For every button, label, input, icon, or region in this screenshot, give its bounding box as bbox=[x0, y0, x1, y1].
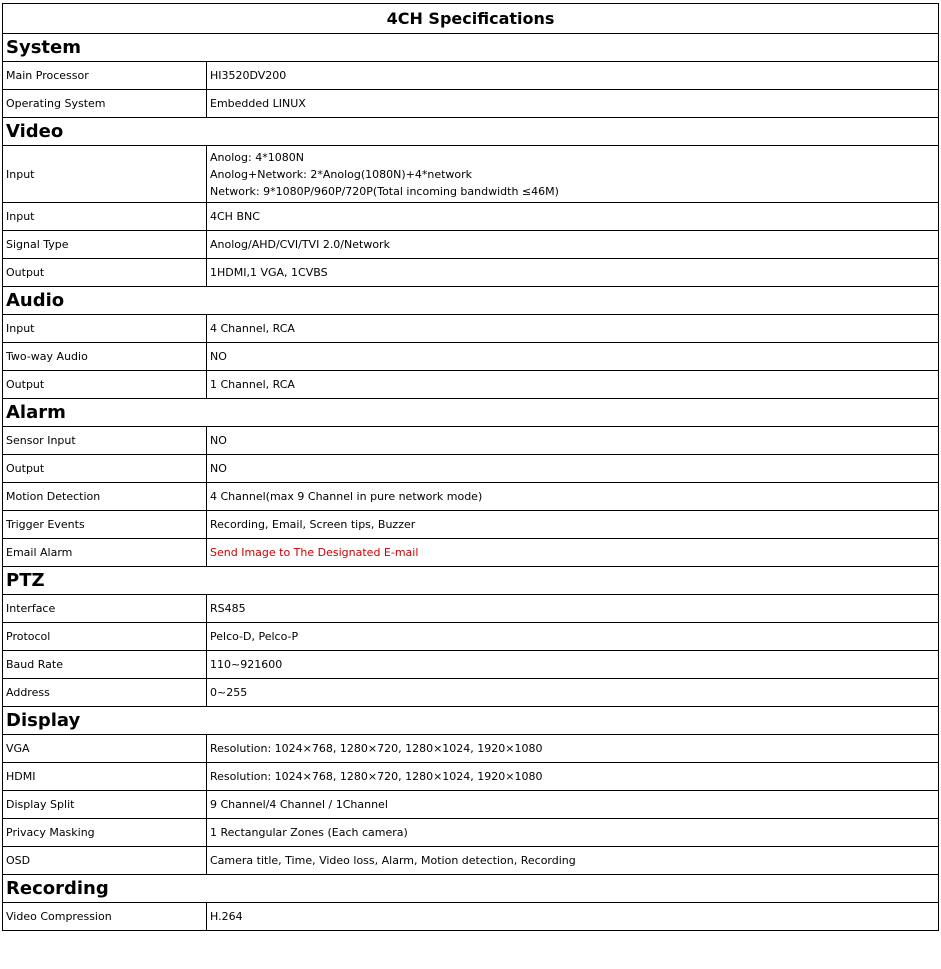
spec-value-line: Send Image to The Designated E-mail bbox=[210, 546, 419, 559]
section-heading: Recording bbox=[3, 875, 939, 903]
spec-value-line: 1HDMI,1 VGA, 1CVBS bbox=[210, 266, 328, 279]
spec-label: Display Split bbox=[3, 791, 207, 819]
spec-value bbox=[207, 90, 939, 118]
spec-row bbox=[3, 343, 939, 371]
section-header-row bbox=[3, 707, 939, 735]
section-header-row bbox=[3, 875, 939, 903]
spec-value bbox=[207, 735, 939, 763]
spec-value-line: Recording, Email, Screen tips, Buzzer bbox=[210, 518, 416, 531]
spec-label: Video Compression bbox=[3, 903, 207, 931]
spec-row bbox=[3, 595, 939, 623]
spec-value-line: 4 Channel(max 9 Channel in pure network mode) bbox=[210, 490, 483, 503]
spec-value bbox=[207, 511, 939, 539]
spec-value-line: HI3520DV200 bbox=[210, 69, 287, 82]
section-heading: Display bbox=[3, 707, 939, 735]
spec-label: Output bbox=[3, 371, 207, 399]
spec-value-line: RS485 bbox=[210, 602, 246, 615]
spec-label: Privacy Masking bbox=[3, 819, 207, 847]
spec-value-line: Anolog: 4*1080N bbox=[210, 150, 304, 164]
section-heading: Video bbox=[3, 118, 939, 146]
spec-value bbox=[207, 595, 939, 623]
spec-label: Protocol bbox=[3, 623, 207, 651]
section-heading: Audio bbox=[3, 287, 939, 315]
spec-value-line: 9 Channel/4 Channel / 1Channel bbox=[210, 798, 388, 811]
spec-value-line: NO bbox=[210, 350, 227, 363]
spec-value bbox=[207, 231, 939, 259]
spec-value bbox=[207, 651, 939, 679]
spec-label: Input bbox=[3, 146, 207, 203]
spec-value-line: Resolution: 1024×768, 1280×720, 1280×1024, 1920×1080 bbox=[210, 742, 543, 755]
spec-label: Address bbox=[3, 679, 207, 707]
spec-row bbox=[3, 203, 939, 231]
spec-value-line: 110~921600 bbox=[210, 658, 283, 671]
section-header-row bbox=[3, 287, 939, 315]
spec-label: Input bbox=[3, 203, 207, 231]
spec-row bbox=[3, 819, 939, 847]
spec-value bbox=[207, 62, 939, 90]
spec-label: Interface bbox=[3, 595, 207, 623]
section-header-row bbox=[3, 399, 939, 427]
spec-value bbox=[207, 259, 939, 287]
spec-value-line: Resolution: 1024×768, 1280×720, 1280×1024, 1920×1080 bbox=[210, 770, 543, 783]
spec-value bbox=[207, 427, 939, 455]
spec-row bbox=[3, 539, 939, 567]
spec-value-line: 0~255 bbox=[210, 686, 248, 699]
title-row bbox=[3, 4, 939, 34]
spec-row bbox=[3, 427, 939, 455]
spec-value-line: Embedded LINUX bbox=[210, 97, 306, 110]
spec-row bbox=[3, 231, 939, 259]
spec-value-line: 1 Channel, RCA bbox=[210, 378, 295, 391]
spec-value-line: Camera title, Time, Video loss, Alarm, Motion detection, Recording bbox=[210, 854, 576, 867]
section-header-row bbox=[3, 118, 939, 146]
spec-label: Sensor Input bbox=[3, 427, 207, 455]
spec-value-line: 4 Channel, RCA bbox=[210, 322, 295, 335]
spec-value-line: NO bbox=[210, 434, 227, 447]
spec-label: VGA bbox=[3, 735, 207, 763]
section-heading: System bbox=[3, 34, 939, 62]
spec-row bbox=[3, 146, 939, 203]
spec-row bbox=[3, 483, 939, 511]
section-heading: Alarm bbox=[3, 399, 939, 427]
spec-value bbox=[207, 455, 939, 483]
spec-label: HDMI bbox=[3, 763, 207, 791]
spec-value bbox=[207, 903, 939, 931]
section-heading: PTZ bbox=[3, 567, 939, 595]
spec-value bbox=[207, 483, 939, 511]
spec-value bbox=[207, 343, 939, 371]
spec-value bbox=[207, 203, 939, 231]
spec-value-line: H.264 bbox=[210, 910, 243, 923]
spec-row bbox=[3, 623, 939, 651]
spec-label: Operating System bbox=[3, 90, 207, 118]
spec-row bbox=[3, 735, 939, 763]
section-header-row bbox=[3, 567, 939, 595]
spec-label: Output bbox=[3, 259, 207, 287]
spec-label: Two-way Audio bbox=[3, 343, 207, 371]
spec-label: Signal Type bbox=[3, 231, 207, 259]
spec-row bbox=[3, 903, 939, 931]
spec-row bbox=[3, 651, 939, 679]
spec-label: Main Processor bbox=[3, 62, 207, 90]
spec-value bbox=[207, 623, 939, 651]
spec-label: Input bbox=[3, 315, 207, 343]
spec-row bbox=[3, 90, 939, 118]
spec-label: Email Alarm bbox=[3, 539, 207, 567]
spec-row bbox=[3, 371, 939, 399]
spec-value-line: Anolog+Network: 2*Anolog(1080N)+4*network bbox=[210, 167, 473, 181]
spec-title: 4CH Specifications bbox=[3, 4, 939, 34]
spec-value-line: Network: 9*1080P/960P/720P(Total incoming bandwidth ≤46M) bbox=[210, 184, 559, 198]
spec-table bbox=[2, 3, 939, 931]
spec-row bbox=[3, 62, 939, 90]
spec-value bbox=[207, 679, 939, 707]
spec-value bbox=[207, 315, 939, 343]
spec-label: OSD bbox=[3, 847, 207, 875]
spec-value bbox=[207, 819, 939, 847]
spec-row bbox=[3, 791, 939, 819]
spec-row bbox=[3, 763, 939, 791]
spec-row bbox=[3, 511, 939, 539]
spec-value bbox=[207, 146, 939, 203]
spec-label: Output bbox=[3, 455, 207, 483]
spec-value bbox=[207, 847, 939, 875]
spec-label: Baud Rate bbox=[3, 651, 207, 679]
spec-value-line: Pelco-D, Pelco-P bbox=[210, 630, 299, 643]
spec-row bbox=[3, 315, 939, 343]
spec-label: Motion Detection bbox=[3, 483, 207, 511]
section-header-row bbox=[3, 34, 939, 62]
spec-value-line: Anolog/AHD/CVI/TVI 2.0/Network bbox=[210, 238, 390, 251]
spec-row bbox=[3, 259, 939, 287]
spec-value bbox=[207, 763, 939, 791]
spec-row bbox=[3, 455, 939, 483]
spec-label: Trigger Events bbox=[3, 511, 207, 539]
spec-value-line: NO bbox=[210, 462, 227, 475]
spec-value bbox=[207, 371, 939, 399]
spec-value bbox=[207, 539, 939, 567]
spec-value bbox=[207, 791, 939, 819]
spec-value-line: 1 Rectangular Zones (Each camera) bbox=[210, 826, 408, 839]
spec-row bbox=[3, 679, 939, 707]
spec-value-line: 4CH BNC bbox=[210, 210, 260, 223]
spec-row bbox=[3, 847, 939, 875]
